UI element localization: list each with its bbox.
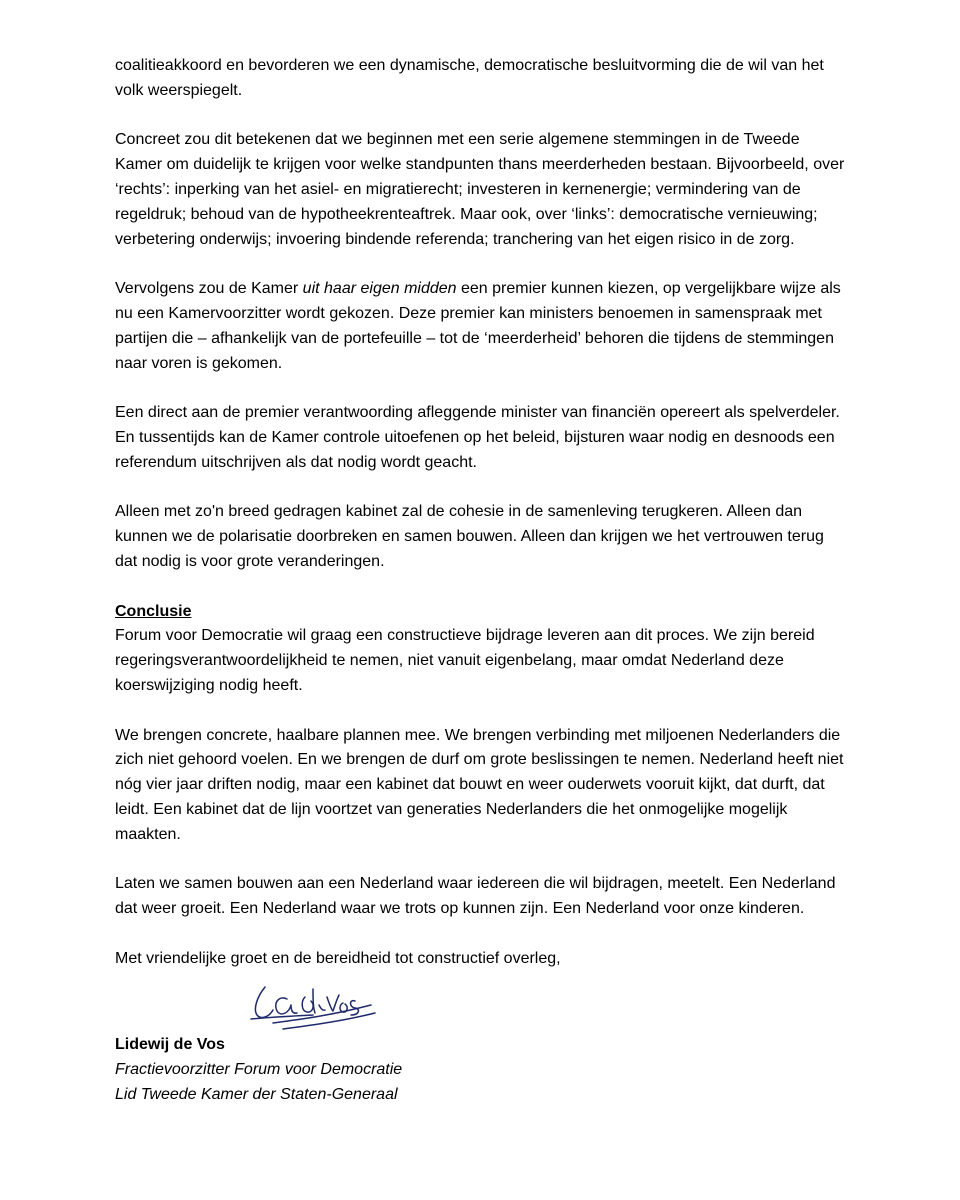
paragraph-contribution: Forum voor Democratie wil graag een constructieve bijdrage leveren aan dit proces. We zijn bereid regeringsverantwoordelijkheid te nemen, niet vanuit eigenbelang, maar omdat Nederland deze koerswijziging nodig heeft. (115, 627, 815, 694)
signer-name: Lidewij de Vos (115, 1036, 225, 1054)
paragraph-coalition: coalitieakkoord en bevorderen we een dynamische, democratische besluitvorming die de wil van het volk weerspiegelt. (115, 57, 824, 99)
premier-text-emphasis: uit haar eigen midden (302, 280, 457, 298)
paragraph-plans: We brengen concrete, haalbare plannen mee. We brengen verbinding met miljoenen Nederlanders die zich niet gehoord voelen. En we brengen de durf om grote beslissingen te nemen. Nederland heeft niet nóg vier jaar driften nodig, maar een kabinet dat bouwt en weer ouderwets vooruit kijkt, dat durft, dat leidt. Een kabinet dat de lijn voortzet van generaties Nederlanders die het onmogelijke mogelijk maakten. (115, 726, 844, 843)
paragraph-premier (115, 277, 850, 376)
handwritten-signature (243, 979, 383, 1033)
paragraph-finance: Een direct aan de premier verantwoording afleggende minister van financiën opereert als spelverdeler. En tussentijds kan de Kamer controle uitoefenen op het beleid, bijsturen waar nodig en desnoods een referendum uitschrijven als dat nodig wordt geacht. (115, 404, 840, 471)
conclusion-heading: Conclusie (115, 602, 192, 620)
signature-block (115, 971, 850, 1033)
paragraph-cohesion: Alleen met zo'n breed gedragen kabinet zal de cohesie in de samenleving terugkeren. Alleen dan kunnen we de polarisatie doorbreken en samen bouwen. Alleen dan krijgen we het vertrouwen terug dat nodig is voor grote veranderingen. (115, 503, 824, 570)
paragraph-votes: Concreet zou dit betekenen dat we beginnen met een serie algemene stemmingen in de Tweede Kamer om duidelijk te krijgen voor welke standpunten thans meerderheden bestaan. Bijvoorbeeld, over ‘rechts’: inperking van het asiel- en migratierecht; investeren in kernenergie; vermindering van de regeldruk; behoud van de hypotheekrenteaftrek. Maar ook, over ‘links’: democratische vernieuwing; verbetering onderwijs; invoering bindende referenda; tranchering van het eigen risico in de zorg. (115, 131, 845, 248)
premier-text-end: een premier kunnen kiezen, op vergelijkbare wijze als nu een Kamervoorzitter wordt gekozen. Deze premier kan ministers benoemen in samenspraak met partijen die – afhankelijk van de portefeuille – tot de ‘meerderheid’ behoren die tijdens de stemmingen naar voren is gekomen. (115, 280, 841, 372)
closing-greeting: Met vriendelijke groet en de bereidheid tot constructief overleg, (115, 949, 561, 967)
premier-text-start: Vervolgens zou de Kamer (115, 280, 303, 298)
letter-page (115, 54, 850, 1108)
signer-title-chair: Fractievoorzitter Forum voor Democratie (115, 1061, 403, 1079)
signer-title-member: Lid Tweede Kamer der Staten-Generaal (115, 1086, 398, 1104)
paragraph-build-together: Laten we samen bouwen aan een Nederland waar iedereen die wil bijdragen, meetelt. Een Nederland dat weer groeit. Een Nederland waar we trots op kunnen zijn. Een Nederland voor onze kinderen. (115, 875, 836, 918)
